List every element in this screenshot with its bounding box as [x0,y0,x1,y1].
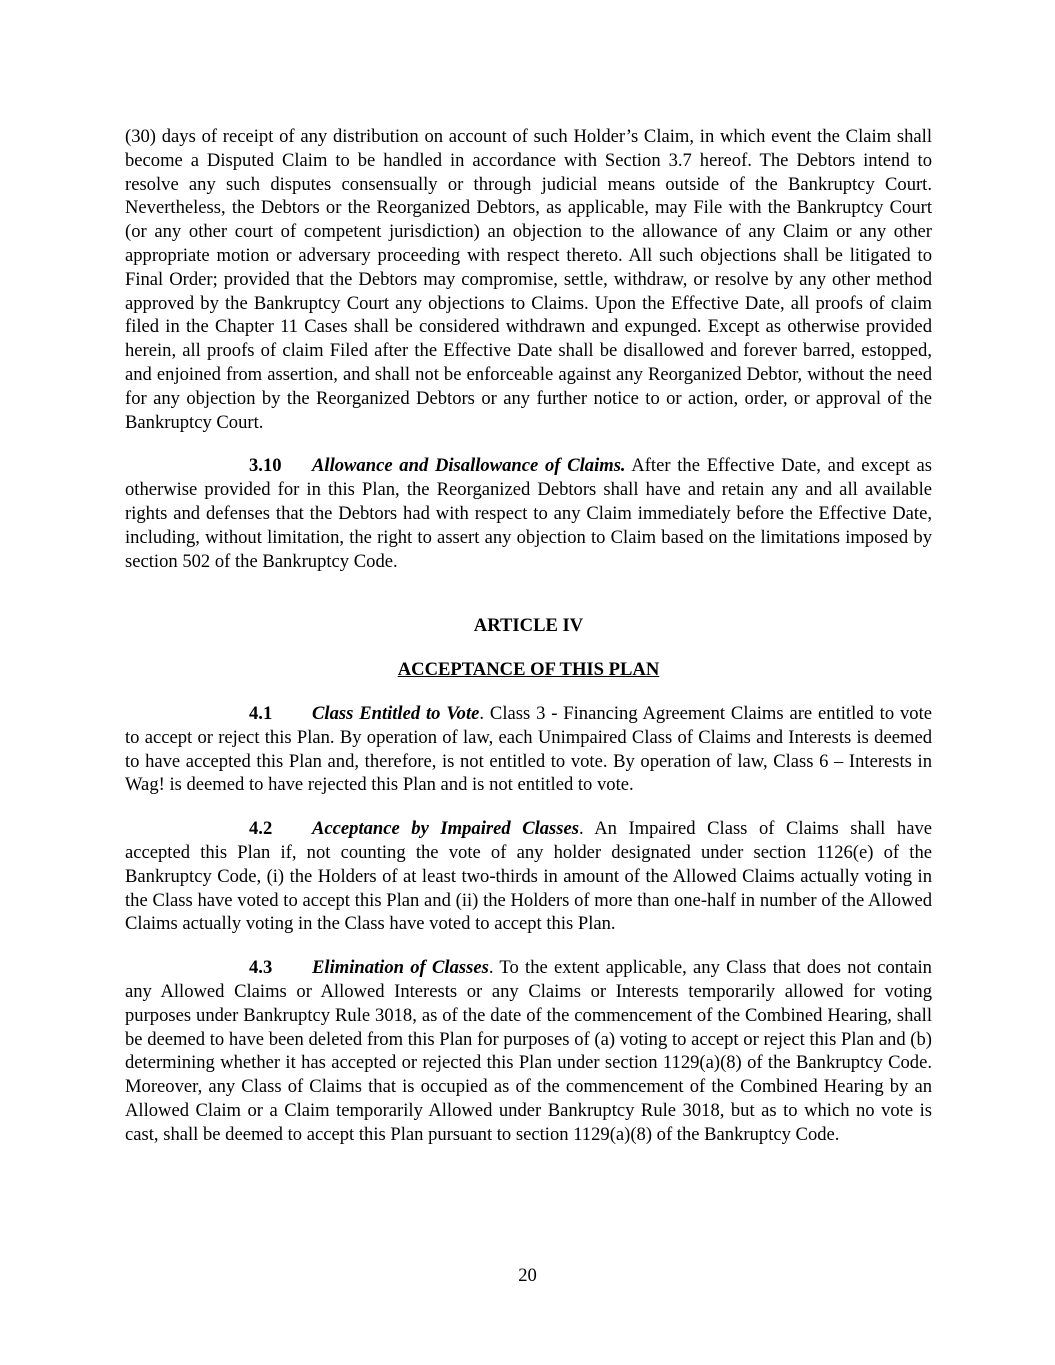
section-4-2 [125,817,932,936]
article-heading: ARTICLE IV [473,615,584,637]
section-title: Allowance and Disallowance of Claims. [312,455,626,477]
continuation-paragraph: (30) days of receipt of any distribution on account of such Holder’s Claim, in which event the Claim shall become a Disputed Claim to be handled in accordance with Section 3.7 hereof. The Debtors intend to resolve any such disputes consensually or through judicial means outside of the Bankruptcy Court. Nevertheless, the Debtors or the Reorganized Debtors, as applicable, may File with the Bankruptcy Court (or any other court of competent jurisdiction) an objection to the allowance of any Claim or any other appropriate motion or adversary proceeding with respect thereto. All such objections shall be litigated to Final Order; provided that the Debtors may compromise, settle, withdraw, or resolve by any other method approved by the Bankruptcy Court any objections to Claims. Upon the Effective Date, all proofs of claim filed in the Chapter 11 Cases shall be considered withdrawn and expunged. Except as otherwise provided herein, all proofs of claim Filed after the Effective Date shall be disallowed and forever barred, estopped, and enjoined from assertion, and shall not be enforceable against any Reorganized Debtor, without the need for any objection by the Reorganized Debtors or any further notice to or action, order, or approval of the Bankruptcy Court. [125,126,932,433]
section-body: After the Effective Date, and except as otherwise provided for in this Plan, the Reorganized Debtors shall have and retain any and all available rights and defenses that the Debtors had with respect to any Claim immediately before the Effective Date, including, without limitation, the right to assert any objection to Claim based on the limitations imposed by section 502 of the Bankruptcy Code. [125,455,932,572]
section-number: 3.10 [249,455,282,477]
section-body: . An Impaired Class of Claims shall have accepted this Plan if, not counting the vote of any holder designated under section 1126(e) of the Bankruptcy Code, (i) the Holders of at least two-thirds in amount of the Allowed Claims actually voting in the Class have voted to accept this Plan and (ii) the Holders of more than one-half in number of the Allowed Claims actually voting in the Class have voted to accept this Plan. [125,818,932,935]
section-title: Acceptance by Impaired Classes [312,818,580,840]
section-title: Elimination of Classes [312,957,489,979]
page-number: 20 [518,1265,537,1286]
section-number: 4.2 [249,818,273,840]
section-3-10 [125,454,932,573]
section-title: Class Entitled to Vote [312,702,480,724]
section-body: . To the extent applicable, any Class that does not contain any Allowed Claims or Allowed Interests or any Claims or Interests temporarily allowed for voting purposes under Bankruptcy Rule 3018, as of the date of the commencement of the Combined Hearing, shall be deemed to have been deleted from this Plan for purposes of (a) voting to accept or reject this Plan and (b) determining whether it has accepted or rejected this Plan under section 1129(a)(8) of the Bankruptcy Code. Moreover, any Class of Claims that is occupied as of the commencement of the Combined Hearing by an Allowed Claim or a Claim temporarily Allowed under Bankruptcy Rule 3018, but as to which no vote is cast, shall be deemed to accept this Plan pursuant to section 1129(a)(8) of the Bankruptcy Code. [125,957,932,1145]
section-number: 4.1 [249,702,273,724]
section-4-1 [125,702,932,797]
section-4-3 [125,956,932,1146]
document-page [125,125,932,1146]
article-title: ACCEPTANCE OF THIS PLAN [397,659,660,681]
section-body: . Class 3 - Financing Agreement Claims are entitled to vote to accept or reject this Plan. By operation of law, each Unimpaired Class of Claims and Interests is deemed to have accepted this Plan and, therefore, is not entitled to vote. By operation of law, Class 6 – Interests in Wag! is deemed to have rejected this Plan and is not entitled to vote. [125,702,932,796]
section-number: 4.3 [249,957,273,979]
